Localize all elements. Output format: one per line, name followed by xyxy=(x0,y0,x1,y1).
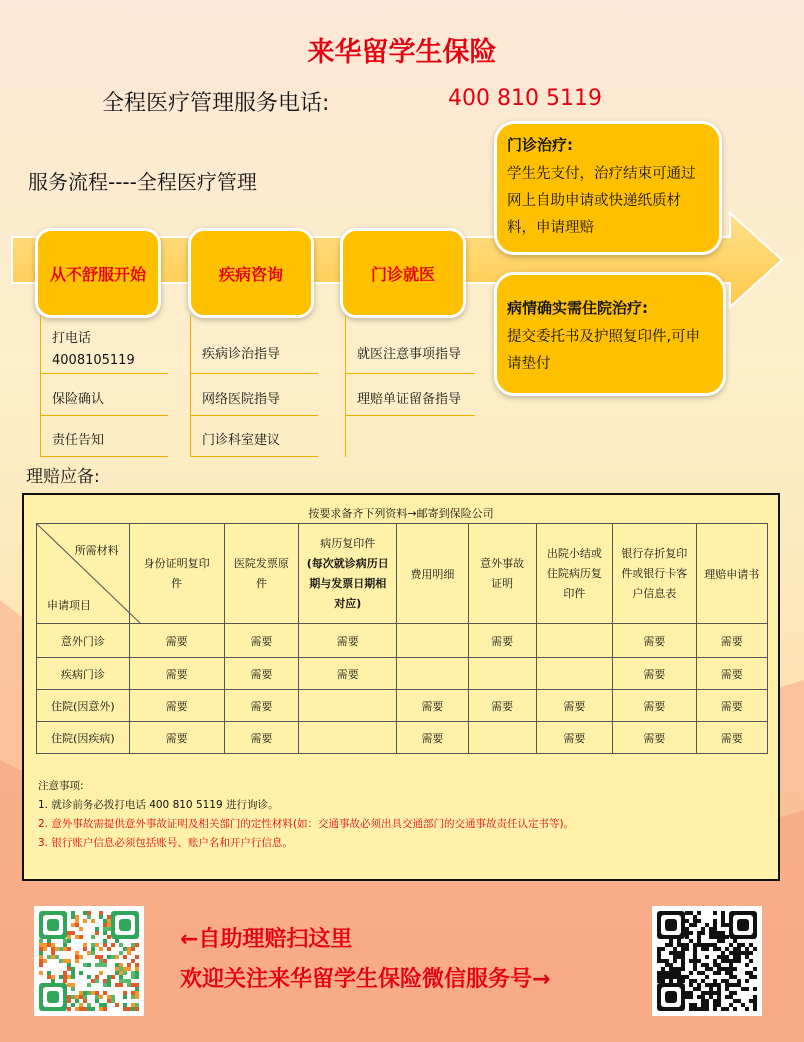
divider xyxy=(40,456,168,457)
outpatient-body: 学生先支付，治疗结束可通过网上自助申请或快递纸质材料，申请理赔 xyxy=(507,166,696,236)
step-start-label: 从不舒服开始 xyxy=(49,264,146,284)
claims-label: 理赔应备: xyxy=(26,467,100,487)
column-header: 银行存折复印件或银行卡客户信息表 xyxy=(613,524,696,624)
divider xyxy=(345,373,475,374)
qr-code-self-claim[interactable] xyxy=(34,906,144,1016)
column-header: 医院发票原件 xyxy=(224,524,299,624)
table-cell xyxy=(536,658,613,690)
column-header: 费用明细 xyxy=(397,524,468,624)
table-cell xyxy=(468,722,536,754)
table-cell xyxy=(299,690,397,722)
note-item: 2. 意外事故需提供意外事故证明及相关部门的定性材料(如：交通事故必须出具交通部门的交通事故责任认定书等)。 xyxy=(38,818,575,830)
column-header: 身份证明复印件 xyxy=(129,524,224,624)
table-cell: 需要 xyxy=(129,722,224,754)
divider xyxy=(190,456,318,457)
qr-code-icon xyxy=(34,906,144,1016)
outpatient-box xyxy=(494,121,722,255)
table-cell xyxy=(397,658,468,690)
table-cell: 需要 xyxy=(224,690,299,722)
sub-item-claim-docs: 理赔单证留备指导 xyxy=(357,392,462,407)
table-cell xyxy=(299,722,397,754)
table-cell: 需要 xyxy=(468,690,536,722)
sub-item-network-hospital: 网络医院指导 xyxy=(202,392,281,407)
table-cell: 需要 xyxy=(613,722,696,754)
self-claim-hint: ←自助理赔扫这里 xyxy=(180,927,353,952)
column-header: 病历复印件 xyxy=(320,536,376,550)
table-cell: 需要 xyxy=(536,690,613,722)
table-cell: 需要 xyxy=(224,624,299,658)
column-header-medical-record xyxy=(299,524,397,624)
table-cell: 需要 xyxy=(299,624,397,658)
step-consult xyxy=(188,228,314,318)
notes-heading: 注意事项: xyxy=(38,780,84,792)
inpatient-box xyxy=(494,272,726,396)
row-label: 意外门诊 xyxy=(37,624,130,658)
table-cell xyxy=(468,658,536,690)
table-cell: 需要 xyxy=(397,690,468,722)
divider xyxy=(190,415,318,416)
note-item: 1. 就诊前务必拨打电话 400 810 5119 进行询诊。 xyxy=(38,799,279,811)
inpatient-body: 提交委托书及护照复印件,可申请垫付 xyxy=(507,329,701,372)
table-cell: 需要 xyxy=(129,624,224,658)
row-label: 住院(因意外) xyxy=(37,690,130,722)
sub-item-department-advice: 门诊科室建议 xyxy=(202,433,281,448)
divider xyxy=(190,373,318,374)
table-cell: 需要 xyxy=(397,722,468,754)
step-clinic-label: 门诊就医 xyxy=(370,264,435,284)
row-label: 疾病门诊 xyxy=(37,658,130,690)
sub-item-visit-notes: 就医注意事项指导 xyxy=(357,347,462,362)
table-cell: 需要 xyxy=(536,722,613,754)
table-cell: 需要 xyxy=(129,690,224,722)
wechat-follow-hint: 欢迎关注来华留学生保险微信服务号→ xyxy=(180,967,551,992)
divider xyxy=(40,315,41,457)
divider xyxy=(40,373,168,374)
divider xyxy=(345,315,346,457)
table-row xyxy=(37,722,768,754)
column-header: 出院小结或住院病历复印件 xyxy=(536,524,613,624)
step-clinic xyxy=(340,228,466,318)
divider xyxy=(345,415,475,416)
claims-caption: 按要求备齐下列资料→邮寄到保险公司 xyxy=(308,507,494,520)
table-body xyxy=(37,624,768,754)
table-row xyxy=(37,658,768,690)
flow-title: 服务流程----全程医疗管理 xyxy=(28,170,257,194)
inpatient-heading: 病情确实需住院治疗: xyxy=(507,299,648,317)
corner-top-label: 所需材料 xyxy=(74,544,119,557)
table-cell: 需要 xyxy=(468,624,536,658)
table-cell: 需要 xyxy=(696,624,767,658)
table-corner xyxy=(37,524,130,624)
step-consult-label: 疾病咨询 xyxy=(218,264,283,284)
divider xyxy=(190,315,191,457)
notes xyxy=(38,777,574,853)
table-row xyxy=(37,624,768,658)
table-cell xyxy=(397,624,468,658)
table-cell: 需要 xyxy=(696,658,767,690)
outpatient-heading: 门诊治疗: xyxy=(507,136,573,154)
table-cell: 需要 xyxy=(224,658,299,690)
hotline-label: 全程医疗管理服务电话: xyxy=(102,91,330,116)
sub-item-insurance-confirm: 保险确认 xyxy=(52,392,105,407)
qr-code-icon xyxy=(652,906,762,1016)
page-title: 来华留学生保险 xyxy=(307,37,497,68)
hotline-number[interactable]: 400 810 5119 xyxy=(448,86,602,111)
table-header-row xyxy=(37,524,768,624)
table-cell xyxy=(536,624,613,658)
divider xyxy=(40,415,168,416)
column-header: 意外事故证明 xyxy=(468,524,536,624)
table-cell: 需要 xyxy=(696,722,767,754)
note-item: 3. 银行账户信息必须包括账号、账户名和开户行信息。 xyxy=(38,837,293,849)
sub-item-diagnosis-guide: 疾病诊治指导 xyxy=(202,347,281,362)
table-cell: 需要 xyxy=(299,658,397,690)
table-cell: 需要 xyxy=(696,690,767,722)
sub-item-liability-notice: 责任告知 xyxy=(52,433,105,448)
row-label: 住院(因疾病) xyxy=(37,722,130,754)
sub-item-call: 打电话 4008105119 xyxy=(52,331,135,368)
column-header: 理赔申请书 xyxy=(696,524,767,624)
claims-panel xyxy=(22,493,780,881)
table-cell: 需要 xyxy=(613,624,696,658)
column-header-note: (每次就诊病历日期与发票日期相对应) xyxy=(306,556,389,610)
step-start xyxy=(35,228,161,318)
table-cell: 需要 xyxy=(613,690,696,722)
corner-bottom-label: 申请项目 xyxy=(47,599,91,612)
table-cell: 需要 xyxy=(129,658,224,690)
claims-table xyxy=(36,523,768,754)
table-cell: 需要 xyxy=(224,722,299,754)
table-row xyxy=(37,690,768,722)
qr-code-wechat[interactable] xyxy=(652,906,762,1016)
table-cell: 需要 xyxy=(613,658,696,690)
